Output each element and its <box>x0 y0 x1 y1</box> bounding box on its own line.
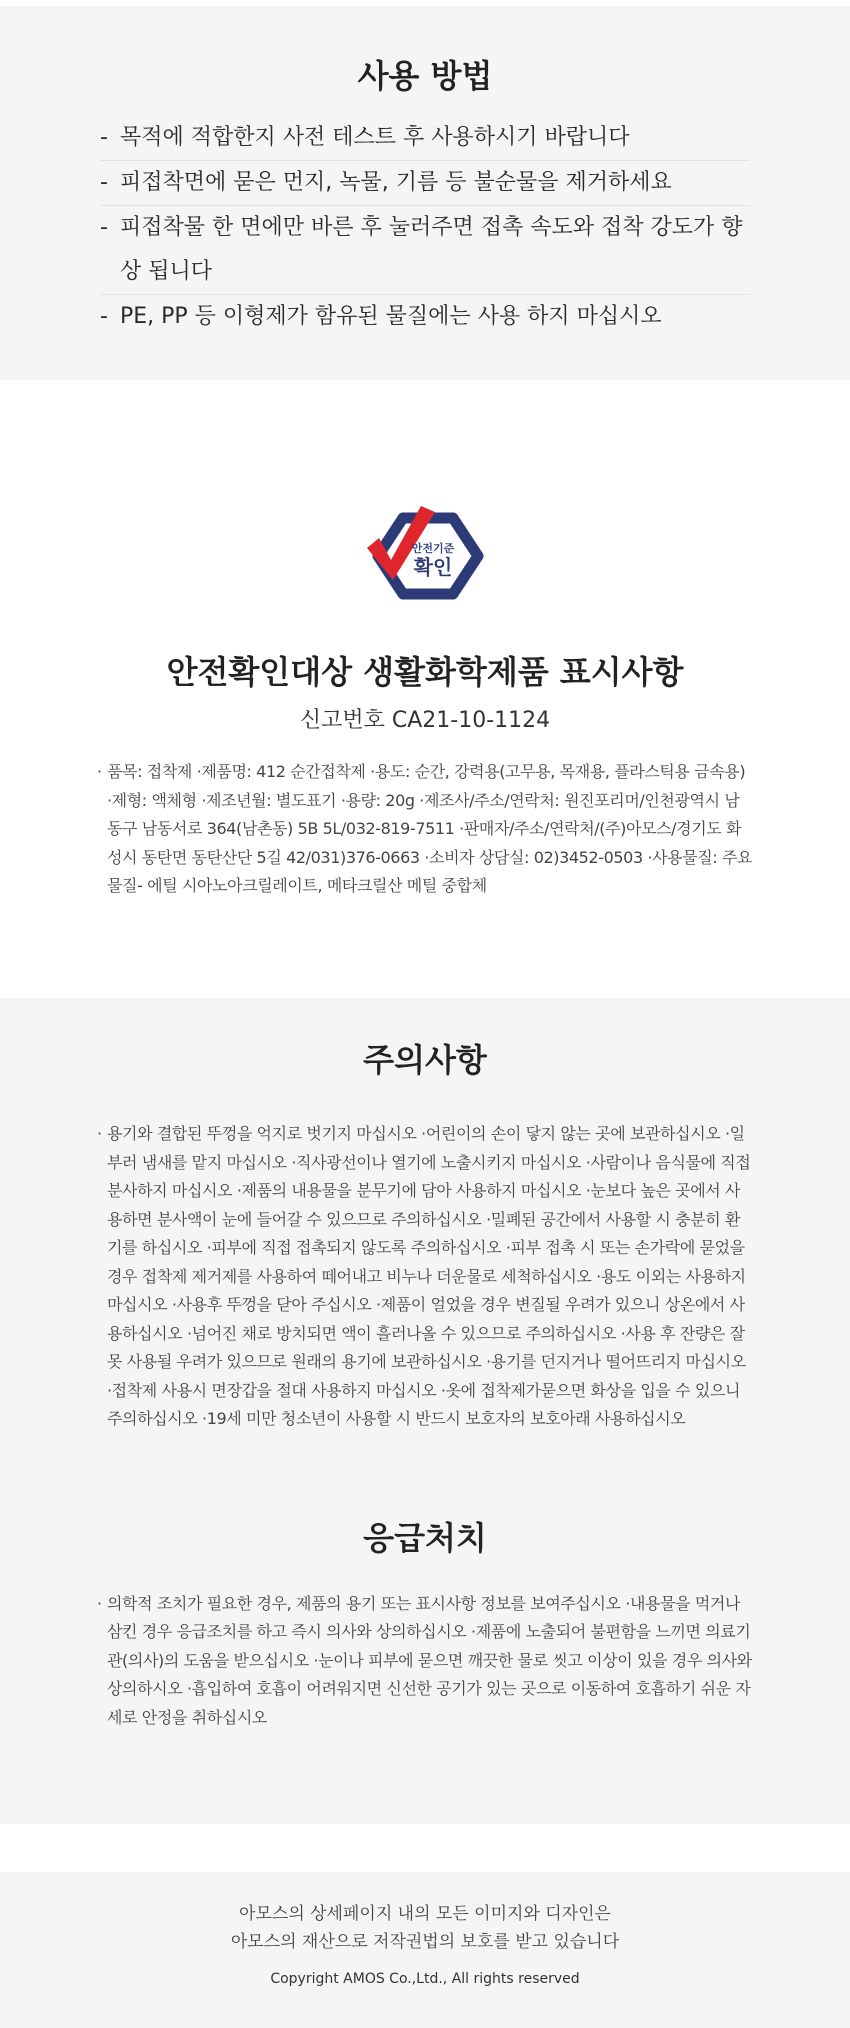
copyright-text: Copyright AMOS Co.,Ltd., All rights reserved <box>270 1971 580 1987</box>
usage-item-text: PE, PP 등 이형제가 함유된 물질에는 사용 하지 마십시오 <box>120 304 662 329</box>
usage-item-text: 피접착면에 묻은 먼지, 녹물, 기름 등 불순물을 제거하세요 <box>120 170 672 195</box>
usage-item <box>100 295 750 339</box>
logo-text-main: 확인 <box>413 555 453 579</box>
logo-text-top: 안전기준 <box>411 542 455 555</box>
dash-marker: - <box>100 125 108 150</box>
safety-label-section <box>0 380 850 998</box>
dash-marker: - <box>100 170 108 195</box>
safety-title: 안전확인대상 생활화학제품 표시사항 <box>166 653 684 691</box>
safety-confirmed-logo <box>365 504 485 608</box>
usage-title: 사용 방법 <box>357 57 493 95</box>
footer-notice-line-1: 아모스의 상세페이지 내의 모든 이미지와 디자인은 <box>239 1904 611 1924</box>
product-info-body: 품목: 접착제 ·제품명: 412 순간접착제 ·용도: 순간, 강력용(고무용, 목재용, 플라스틱용 금속용) ·제형: 액체형 ·제조년월: 별도표기 ·용량: 20g ·제조사/주소/연락처: 원진포리머/인천광역시 남동구 남동서로 364(남촌동) 5B 5L/032-819-7511 ·판매자/주소/연락처/(주)아모스/경기도 화성시 동탄면 동탄산단 5길 42/031)376-0663 ·소비자 상담실: 02)3452-0503 ·사용물질: 주요물질- 에틸 시아노아크릴레이트, 메타크릴산 메틸 중합체 <box>107 762 753 895</box>
footer <box>0 1872 850 2028</box>
dash-marker: - <box>100 215 108 240</box>
caution-body: 용기와 결합된 뚜껑을 억지로 벗기지 마십시오 ·어린이의 손이 닿지 않는 곳에 보관하십시오 ·일부러 냄새를 맡지 마십시오 ·직사광선이나 열기에 노출시키지 마십시오 ·사람이나 음식물에 직접 분사하지 마십시오 ·제품의 내용물을 분무기에 담아 사용하지 마십시오 ·눈보다 높은 곳에서 사용하면 분사액이 눈에 들어갈 수 있으므로 주의하십시오 ·밀폐된 공간에서 사용할 시 충분히 환기를 하십시오 ·피부에 직접 접촉되지 않도록 주의하십시오 ·피부 접촉 시 또는 손가락에 묻었을 경우 접착제 제거제를 사용하여 떼어내고 비누나 더운물로 세척하십시오 ·용도 이외는 사용하지 마십시오 ·사용후 뚜껑을 닫아 주십시오 ·제품이 얼었을 경우 변질될 우려가 있으니 상온에서 사용하십시오 ·넘어진 채로 방치되면 액이 흘러나올 수 있으므로 주의하십시오 ·사용 후 잔량은 잘못 사용될 우려가 있으므로 원래의 용기에 보관하십시오 ·용기를 던지거나 떨어뜨리지 마십시오 ·접착제 사용시 면장갑을 절대 사용하지 마십시오 ·옷에 접착제가묻으면 화상을 입을 수 있으니 주의하십시오 ·19세 미만 청소년이 사용할 시 반드시 보호자의 보호아래 사용하십시오 <box>107 1124 751 1428</box>
footer-notice-line-2: 아모스의 재산으로 저작권법의 보호를 받고 있습니다 <box>230 1932 620 1952</box>
product-info-text <box>97 758 753 901</box>
usage-section <box>0 6 850 380</box>
bullet-marker: · <box>97 1124 102 1143</box>
usage-item-text: 피접착물 한 면에만 바른 후 눌러주면 접촉 속도와 접착 강도가 향상 됩니다 <box>120 215 743 284</box>
usage-item <box>100 206 750 295</box>
bullet-marker: · <box>97 762 102 781</box>
first-aid-text <box>97 1590 753 1733</box>
first-aid-title: 응급처치 <box>363 1518 487 1557</box>
usage-list <box>100 116 750 339</box>
bullet-marker: · <box>97 1593 102 1613</box>
report-number: 신고번호 CA21-10-1124 <box>299 708 551 733</box>
usage-item <box>100 161 750 206</box>
caution-title: 주의사항 <box>363 1041 487 1079</box>
safety-check-icon <box>365 504 485 608</box>
caution-text <box>97 1120 753 1434</box>
caution-section <box>0 998 850 1824</box>
usage-item-text: 목적에 적합한지 사전 테스트 후 사용하시기 바랍니다 <box>120 125 630 150</box>
section-divider <box>0 1824 850 1872</box>
dash-marker: - <box>100 304 108 329</box>
usage-item <box>100 116 750 161</box>
first-aid-body: 의학적 조치가 필요한 경우, 제품의 용기 또는 표시사항 정보를 보여주십시오 ·내용물을 먹거나 삼킨 경우 응급조치를 하고 즉시 의사와 상의하십시오 ·제품에 노출되어 불편함을 느끼면 의료기관(의사)의 도움을 받으십시오 ·눈이나 피부에 묻으면 깨끗한 물로 씻고 이상이 있을 경우 의사와 상의하시오 ·흡입하여 호흡이 어려워지면 신선한 공기가 있는 곳으로 이동하여 호흡하기 쉬운 자세로 안정을 취하십시오 <box>107 1593 752 1727</box>
